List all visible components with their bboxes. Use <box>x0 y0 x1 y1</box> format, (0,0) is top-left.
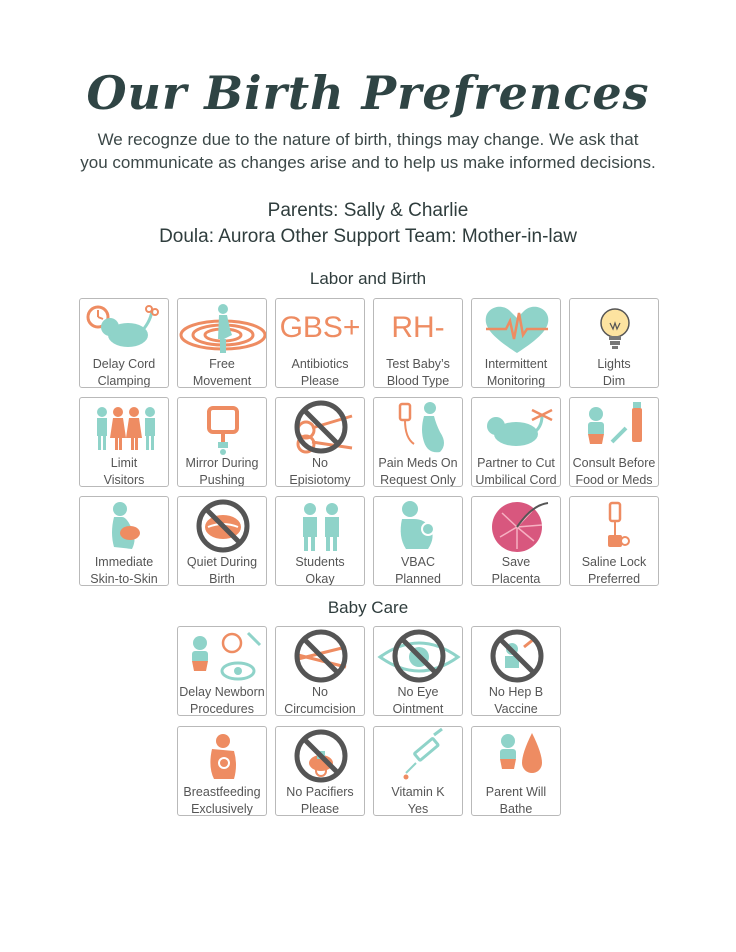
card-partner-cut-cord <box>471 397 561 487</box>
card-label-line2: Blood Type <box>386 374 450 388</box>
card-label-line2: Visitors <box>103 473 145 487</box>
card-students-okay <box>275 496 365 586</box>
card-label-line1: Free <box>209 357 235 371</box>
baby-cord-icon <box>80 299 169 359</box>
card-no-circumcision <box>275 626 365 716</box>
lightbulb-icon <box>570 299 659 359</box>
card-label-line1: Immediate <box>94 555 154 569</box>
no-pacifier-icon <box>276 727 365 787</box>
card-breastfeeding <box>177 726 267 816</box>
card-test-blood-type <box>373 298 463 388</box>
placenta-icon <box>472 497 561 557</box>
card-label-line1: Limit <box>110 456 138 470</box>
card-label-line1: No Eye <box>397 685 439 699</box>
card-label-line2: Planned <box>395 572 441 586</box>
card-label-line1: Quiet During <box>186 555 258 569</box>
card-label-line2: Food or Meds <box>575 473 653 487</box>
mirror-icon <box>178 398 267 458</box>
card-vbac-planned <box>373 496 463 586</box>
card-label-line1: Mirror During <box>185 456 259 470</box>
newborn-procedures-icon <box>178 627 267 687</box>
parents-line: Parents: Sally & Charlie <box>267 200 469 221</box>
card-limit-visitors <box>79 397 169 487</box>
card-vitamin-k <box>373 726 463 816</box>
card-label-line2: Please <box>300 374 340 388</box>
support-line: Doula: Aurora Other Support Team: Mother-in-law <box>159 226 577 247</box>
card-label-line1: No <box>312 685 328 699</box>
card-label-line1: Test Baby’s <box>386 357 450 371</box>
iv-pregnant-icon <box>374 398 463 458</box>
card-saline-lock <box>569 496 659 586</box>
pregnant-ripples-icon <box>178 299 267 359</box>
vbac-mother-icon <box>374 497 463 557</box>
card-no-pacifiers <box>275 726 365 816</box>
baby-bath-drop-icon <box>472 727 561 787</box>
card-label-line1: Intermittent <box>484 357 548 371</box>
card-mirror-during-pushing <box>177 397 267 487</box>
card-label-line2: Vaccine <box>494 702 538 716</box>
card-label-line1: Pain Meds On <box>378 456 458 470</box>
card-label-line2: Request Only <box>380 473 456 487</box>
heart-monitor-icon <box>472 299 561 359</box>
card-label-line2: Yes <box>407 802 429 816</box>
card-label-line2: Episiotomy <box>289 473 351 487</box>
card-quiet-during-birth <box>177 496 267 586</box>
people-group-icon <box>80 398 169 458</box>
card-label-line1: Vitamin K <box>391 785 445 799</box>
card-immediate-skin-to-skin <box>79 496 169 586</box>
card-label-line1: Students <box>295 555 345 569</box>
card-delay-newborn-procedures <box>177 626 267 716</box>
card-label-line1: No <box>312 456 328 470</box>
card-label-line1: Saline Lock <box>581 555 647 569</box>
baby-food-meds-icon <box>570 398 659 458</box>
card-save-placenta <box>471 496 561 586</box>
card-label-line2: Umbilical Cord <box>475 473 557 487</box>
no-eye-ointment-icon <box>374 627 463 687</box>
students-icon <box>276 497 365 557</box>
card-delay-cord-clamping <box>79 298 169 388</box>
card-no-hep-b-vaccine <box>471 626 561 716</box>
card-label-line2: Ointment <box>392 702 444 716</box>
card-label-line1: Antibiotics <box>291 357 349 371</box>
card-label-line2: Preferred <box>587 572 641 586</box>
card-label-line2: Dim <box>602 374 626 388</box>
rh-text-icon: RH- <box>391 311 445 344</box>
card-no-episiotomy <box>275 397 365 487</box>
no-hepb-vaccine-icon <box>472 627 561 687</box>
card-label-line2: Birth <box>209 572 235 586</box>
partner-cut-cord-icon <box>472 398 561 458</box>
syringe-icon <box>374 727 463 787</box>
card-label-line1: No Hep B <box>488 685 544 699</box>
intro-line-1: We recognze due to the nature of birth, things may change. We ask that <box>97 130 639 149</box>
baby-section-title: Baby Care <box>327 598 409 617</box>
breastfeeding-icon <box>178 727 267 787</box>
card-antibiotics <box>275 298 365 388</box>
card-parent-will-bathe <box>471 726 561 816</box>
labor-section-title: Labor and Birth <box>309 269 427 288</box>
card-consult-food-meds <box>569 397 659 487</box>
card-lights-dim <box>569 298 659 388</box>
card-label-line2: Okay <box>305 572 335 586</box>
intro-text <box>40 128 696 174</box>
saline-lock-icon <box>570 497 659 557</box>
card-label-line1: Partner to Cut <box>477 456 555 470</box>
card-label-line1: Breastfeeding <box>183 785 261 799</box>
card-label-line2: Procedures <box>190 702 254 716</box>
card-label-line1: Parent Will <box>485 785 547 799</box>
card-label-line1: No Pacifiers <box>286 785 354 799</box>
gbs-text-icon: GBS+ <box>279 311 361 344</box>
no-circumcision-icon <box>276 627 365 687</box>
card-pain-meds <box>373 397 463 487</box>
card-label-line2: Movement <box>192 374 252 388</box>
card-label-line1: Consult Before <box>572 456 656 470</box>
no-talking-icon <box>178 497 267 557</box>
card-label-line2: Placenta <box>491 572 541 586</box>
card-label-line1: Delay Cord <box>92 357 156 371</box>
skin-to-skin-icon <box>80 497 169 557</box>
card-label-line2: Circumcision <box>284 702 356 716</box>
card-label-line1: VBAC <box>400 555 436 569</box>
card-label-line2: Bathe <box>499 802 533 816</box>
card-label-line2: Skin-to-Skin <box>90 572 158 586</box>
card-label-line2: Monitoring <box>486 374 546 388</box>
card-label-line2: Pushing <box>199 473 245 487</box>
card-no-eye-ointment <box>373 626 463 716</box>
card-free-movement <box>177 298 267 388</box>
page-title: Our Birth Prefrences <box>86 66 650 120</box>
card-label-line2: Please <box>300 802 340 816</box>
card-label-line1: Save <box>501 555 531 569</box>
card-label-line2: Exclusively <box>191 802 253 816</box>
intro-line-2: you communicate as changes arise and to help us make informed decisions. <box>80 153 656 172</box>
card-intermittent-monitoring <box>471 298 561 388</box>
card-label-line2: Clamping <box>97 374 151 388</box>
no-scissors-icon <box>276 398 365 458</box>
card-label-line1: Delay Newborn <box>179 685 265 699</box>
card-label-line1: Lights <box>597 357 631 371</box>
